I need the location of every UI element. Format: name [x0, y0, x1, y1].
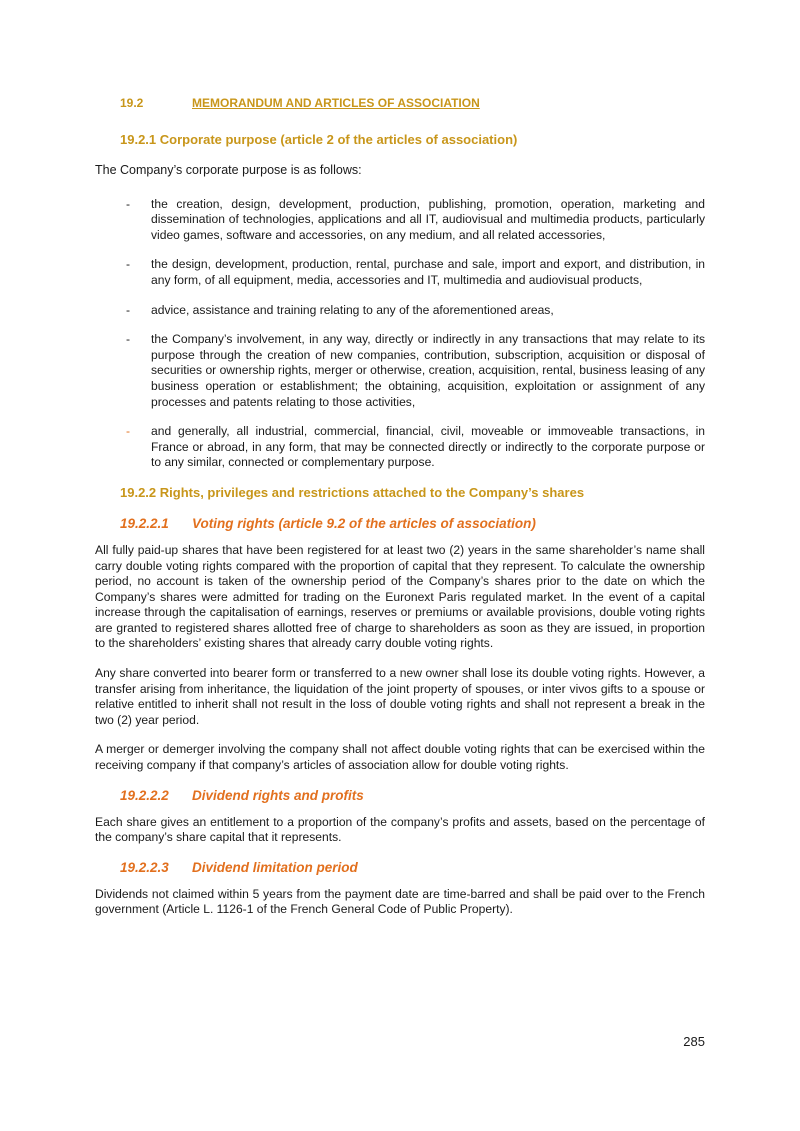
voting-paragraph-3: A merger or demerger involving the company shall not affect double voting rights that can be exercised within the receiving company if that company’s articles of association allow for double voting rights.: [95, 742, 705, 773]
list-item-text: the design, development, production, rental, purchase and sale, import and export, and distribution, in any form, of all equipment, media, accessories and IT, multimedia and audiovisual products,: [151, 257, 705, 287]
heading-title: Voting rights (article 9.2 of the articles of association): [192, 515, 536, 531]
corporate-purpose-list: [95, 197, 705, 471]
section-title: MEMORANDUM AND ARTICLES OF ASSOCIATION: [192, 96, 480, 110]
list-item: [95, 424, 705, 471]
heading-title: Dividend limitation period: [192, 859, 358, 875]
list-item: [95, 303, 705, 319]
list-item: [95, 257, 705, 288]
page-content: [95, 96, 705, 932]
list-item: [95, 332, 705, 410]
dash-bullet: -: [126, 332, 131, 347]
dash-bullet: -: [126, 302, 131, 317]
section-number: 19.2: [120, 96, 144, 110]
list-item-text: and generally, all industrial, commercial, financial, civil, moveable or immoveable transactions, in France or abroad, in any form, that may be connected directly or indirectly to the corporate purpose or to any similar, connected or complementary purpose.: [151, 424, 705, 470]
section-heading: [120, 96, 705, 110]
voting-paragraph-1: All fully paid-up shares that have been registered for at least two (2) years in the same shareholder’s name shall carry double voting rights compared with the proportion of capital that they represent. To calculate the ownership period, no account is taken of the ownership period of the Company’s shares prior to the date on which the Company’s shares were admitted for trading on the Euronext Paris regulated market. In the event of a capital increase through the capitalisation of earnings, reserves or premiums or available provisions, double voting rights are granted to registered shares allotted free of charge to shareholders as soon as they are issued, in proportion to the shareholders’ existing shares that already carry double voting rights.: [95, 542, 705, 651]
limitation-paragraph: Dividends not claimed within 5 years from the payment date are time-barred and shall be paid over to the French government (Article L. 1126-1 of the French General Code of Public Property).: [95, 886, 705, 917]
heading-voting-rights: [120, 516, 705, 531]
heading-title: Dividend rights and profits: [192, 787, 364, 803]
heading-number: 19.2.2.2: [120, 787, 169, 803]
list-item: [95, 197, 705, 244]
list-item-text: advice, assistance and training relating to any of the aforementioned areas,: [151, 302, 554, 317]
voting-paragraph-2: Any share converted into bearer form or transferred to a new owner shall lose its double voting rights. However, a transfer arising from inheritance, the liquidation of the joint property of spouses, or inter vivos gifts to a spouse or relative entitled to inherit shall not result in the loss of double voting rights and shall not represent a break in the two (2) year period.: [95, 666, 705, 727]
dividend-paragraph: Each share gives an entitlement to a proportion of the company’s profits and assets, based on the percentage of the company’s share capital that it represents.: [95, 814, 705, 845]
page-number: 285: [683, 1034, 705, 1049]
subsection-heading-corporate-purpose: 19.2.1 Corporate purpose (article 2 of the articles of association): [120, 132, 518, 147]
dash-bullet: -: [126, 257, 131, 272]
heading-dividend-limitation: [120, 860, 705, 875]
heading-dividend-rights: [120, 788, 705, 803]
heading-number: 19.2.2.3: [120, 859, 169, 875]
list-item-text: the Company’s involvement, in any way, directly or indirectly in any transactions that may relate to its purpose through the creation of new companies, contribution, subscription, acquisition or disposal of securities or ownership rights, merger or otherwise, creation, acquisition, rental, business leasing of any business operation or establishment; the obtaining, acquisition, exploitation or assignment of any processes and patents relating to those activities,: [151, 332, 705, 409]
subsection-heading-share-rights: 19.2.2 Rights, privileges and restrictions attached to the Company’s shares: [120, 484, 585, 500]
list-item-text: the creation, design, development, production, publishing, promotion, operation, marketing and dissemination of technologies, applications and all IT, audiovisual and multimedia products, particularly video games, software and accessories, on any medium, and all related accessories,: [151, 196, 705, 242]
heading-number: 19.2.2.1: [120, 515, 169, 531]
corporate-purpose-intro: The Company’s corporate purpose is as follows:: [95, 163, 362, 177]
dash-bullet: -: [126, 424, 131, 439]
dash-bullet: -: [126, 196, 131, 211]
